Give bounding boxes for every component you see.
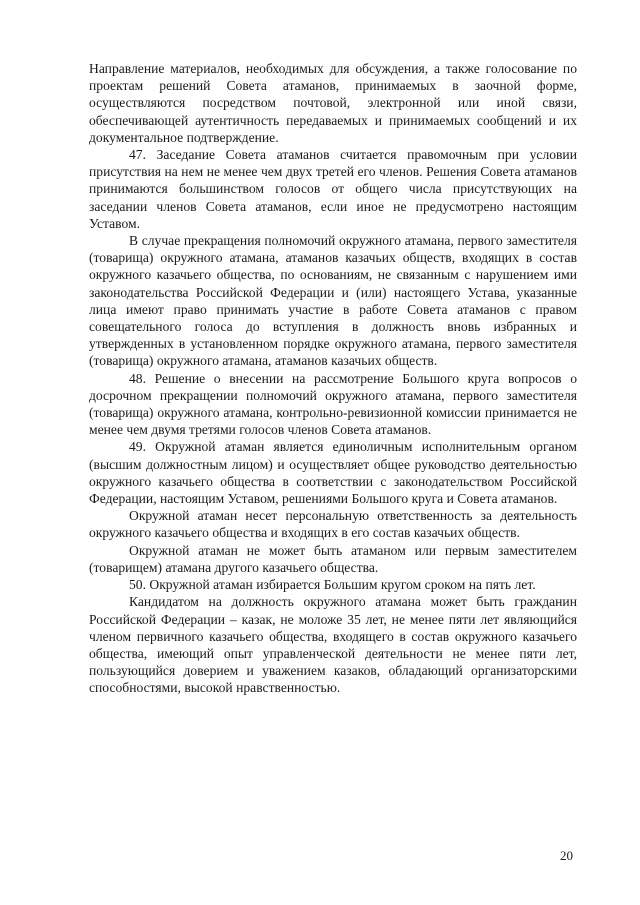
paragraph-ataman-restriction: Окружной атаман не может быть атаманом или первым заместителем (товарищем) атамана другого казачьего общества. xyxy=(89,542,577,575)
paragraph-candidate-requirements: Кандидатом на должность окружного атамана может быть гражданин Российской Федерации – казак, не моложе 35 лет, не менее пяти лет являющийся членом первичного казачьего общества, входящего в состав окружного казачьего общества, имеющий опыт управленческой деятельности не менее пяти лет, пользующийся доверием и уважением казаков, обладающий организаторскими способностями, высокой нравственностью. xyxy=(89,594,577,696)
paragraph-50-term: 50. Окружной атаман избирается Большим кругом сроком на пять лет. xyxy=(129,577,536,593)
paragraph-ataman-responsibility: Окружной атаман несет персональную ответственность за деятельность окружного казачьего общества и входящих в его состав казачьих обществ. xyxy=(89,508,577,541)
paragraph-materials-voting: Направление материалов, необходимых для обсуждения, а также голосование по проектам решений Совета атаманов, принимаемых в заочной форме, осуществляются посредством почтовой, электронной или иной связи, обеспечивающей аутентичность передаваемых и принимаемых сообщений и их документальное подтверждение. xyxy=(89,61,577,145)
document-body xyxy=(89,60,577,697)
paragraph-49-ataman-role: 49. Окружной атаман является единоличным исполнительным органом (высшим должностным лицом) и осуществляет общее руководство деятельностью окружного казачьего общества в соответствии с законодательством Российской Федерации, настоящим Уставом, решениями Большого круга и Совета атаманов. xyxy=(89,439,577,507)
paragraph-48-early-termination: 48. Решение о внесении на рассмотрение Большого круга вопросов о досрочном прекращении полномочий окружного атамана, первого заместителя (товарища) окружного атамана, контрольно-ревизионной комиссии принимается не менее чем двумя третями голосов членов Совета атаманов. xyxy=(89,370,577,438)
paragraph-termination-powers: В случае прекращения полномочий окружного атамана, первого заместителя (товарища) окружного атамана, атаманов казачьих обществ, входящих в состав окружного казачьего общества, по основаниям, не связанным с нарушением ими законодательства Российской Федерации и (или) настоящего Устава, указанные лица имеют право принимать участие в работе Совета атаманов с правом совещательного голоса до вступления в должность вновь избранных и утвержденных в установленном порядке окружного атамана, первого заместителя (товарища) окружного атамана, атаманов казачьих обществ. xyxy=(89,233,577,369)
page-number: 20 xyxy=(560,848,573,863)
paragraph-47-quorum: 47. Заседание Совета атаманов считается правомочным при условии присутствия на нем не менее чем двух третей его членов. Решения Совета атаманов принимаются большинством голосов от общего числа присутствующих на заседании членов Совета атаманов, если иное не предусмотрено настоящим Уставом. xyxy=(89,147,577,231)
